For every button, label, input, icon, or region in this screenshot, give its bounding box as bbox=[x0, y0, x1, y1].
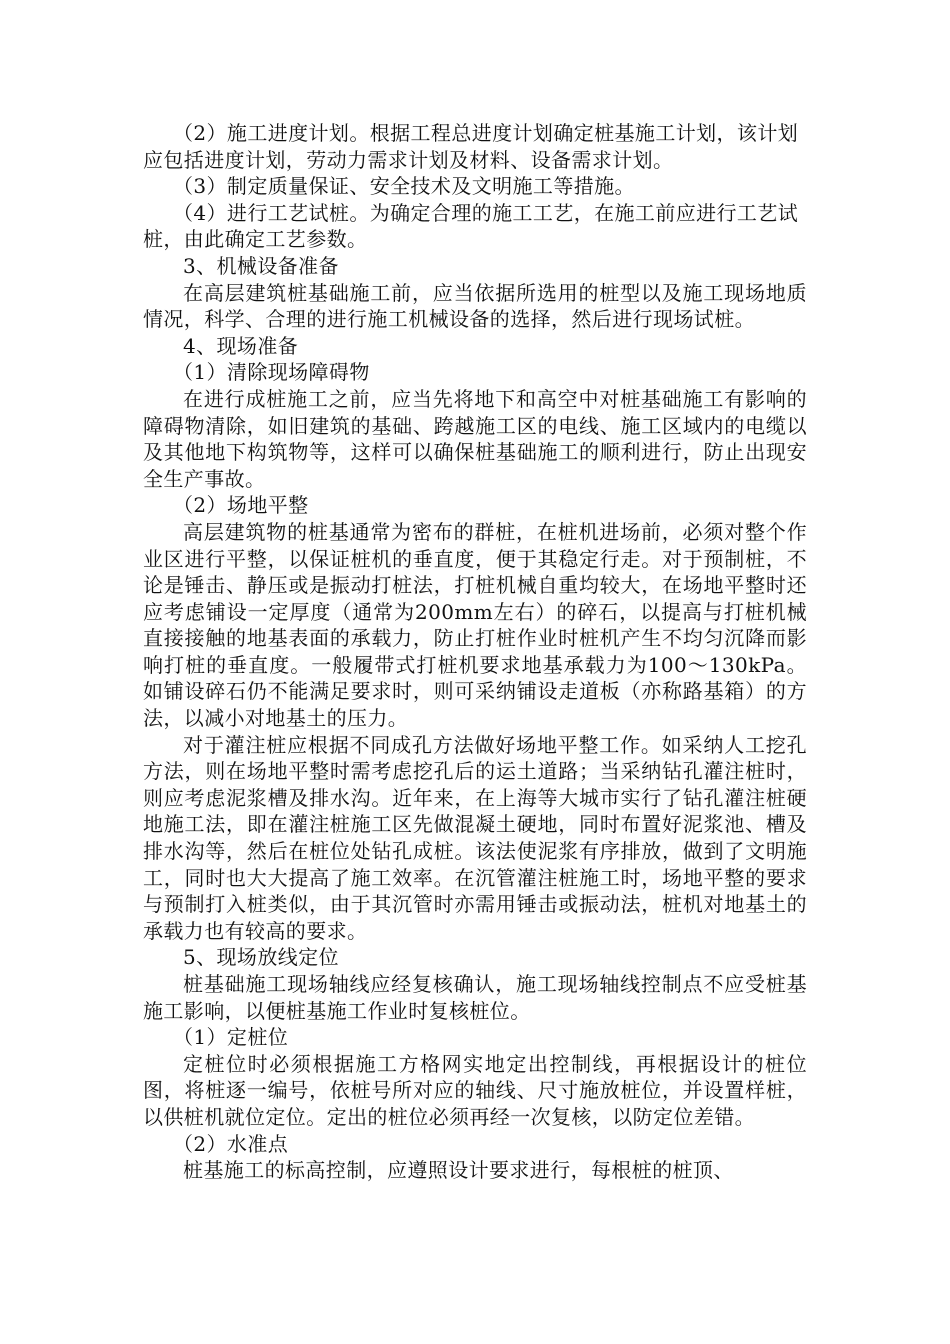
paragraph-elevation-control: 桩基施工的标高控制，应遵照设计要求进行，每根桩的桩顶、 bbox=[183, 1158, 734, 1183]
heading-setting-out: 5、现场放线定位 bbox=[183, 945, 339, 970]
paragraph-trial-piling: （4）进行工艺试桩。为确定合理的施工工艺，在施工前应进行工艺试桩，由此确定工艺参数。 bbox=[143, 200, 799, 252]
paragraph-clear-obstacles: 在进行成桩施工之前，应当先将地下和高空中对桩基础施工有影响的障碍物清除，如旧建筑的基础、跨越施工区的电线、施工区域内的电缆以及其他地下构筑物等，这样可以确保桩基础施工的顺利进行，防止出现安全生产事故。 bbox=[143, 386, 807, 491]
paragraph-cast-in-place-piles: 对于灌注桩应根据不同成孔方法做好场地平整工作。如采纳人工挖孔方法，则在场地平整时需考虑挖孔后的运土道路；当采纳钻孔灌注桩时，则应考虑泥浆槽及排水沟。近年来，在上海等大城市实行了钻孔灌注桩硬地施工法，即在灌注桩施工区先做混凝土硬地，同时布置好泥浆池、槽及排水沟等，然后在桩位处钻孔成桩。该法使泥浆有序排放，做到了文明施工，同时也大大提高了施工效率。在沉管灌注桩施工时，场地平整的要求与预制打入桩类似，由于其沉管时亦需用锤击或振动法，桩机对地基土的承载力也有较高的要求。 bbox=[143, 732, 807, 943]
subheading-benchmark: （2）水准点 bbox=[173, 1131, 289, 1156]
paragraph-axis-control: 桩基础施工现场轴线应经复核确认，施工现场轴线控制点不应受桩基施工影响，以便桩基施工作业时复核桩位。 bbox=[143, 972, 807, 1023]
document-body bbox=[143, 120, 807, 1184]
heading-equipment-preparation: 3、机械设备准备 bbox=[183, 253, 339, 278]
paragraph-schedule-plan: （2）施工进度计划。根据工程总进度计划确定桩基施工计划，该计划应包括进度计划，劳动力需求计划及材料、设备需求计划。 bbox=[143, 121, 799, 172]
paragraph-site-leveling: 高层建筑物的桩基通常为密布的群桩，在桩机进场前，必须对整个作业区进行平整，以保证桩机的垂直度，便于其稳定行走。对于预制桩，不论是锤击、静压或是振动打桩法，打桩机械自重均较大，在场地平整时还应考虑铺设一定厚度（通常为200mm左右）的碎石，以提高与打桩机械直接接触的地基表面的承载力，防止打桩作业时桩机产生不均匀沉降而影响打桩的垂直度。一般履带式打桩机要求地基承载力为100～130kPa。如铺设碎石仍不能满足要求时，则可采纳铺设走道板（亦称路基箱）的方法，以减小对地基土的压力。 bbox=[143, 519, 807, 731]
paragraph-equipment-selection: 在高层建筑桩基础施工前，应当依据所选用的桩型以及施工现场地质情况，科学、合理的进行施工机械设备的选择，然后进行现场试桩。 bbox=[143, 280, 807, 332]
subheading-clear-obstacles: （1）清除现场障碍物 bbox=[173, 360, 370, 385]
paragraph-quality-measures: （3）制定质量保证、安全技术及文明施工等措施。 bbox=[173, 174, 635, 199]
subheading-pile-positioning: （1）定桩位 bbox=[173, 1025, 289, 1050]
paragraph-pile-positioning: 定桩位时必须根据施工方格网实地定出控制线，再根据设计的桩位图，将桩逐一编号，依桩号所对应的轴线、尺寸施放桩位，并设置样桩，以供桩机就位定位。定出的桩位必须再经一次复核，以防定位差错。 bbox=[143, 1051, 807, 1129]
heading-site-preparation: 4、现场准备 bbox=[183, 333, 299, 358]
subheading-site-leveling: （2）场地平整 bbox=[173, 493, 309, 518]
